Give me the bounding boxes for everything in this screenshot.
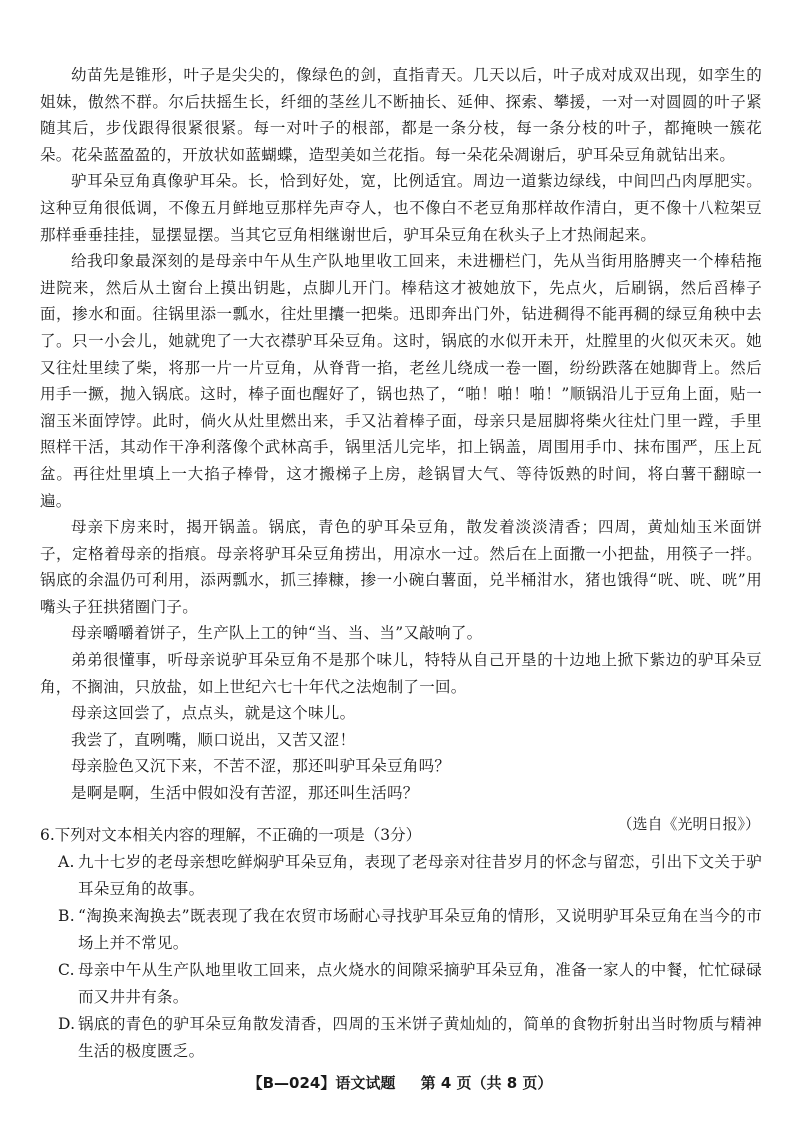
exam-code: 【B—024】语文试题: [247, 1074, 396, 1092]
page-footer: [0, 1072, 800, 1093]
passage-paragraph-3: 给我印象最深刻的是母亲中午从生产队地里收工回来，未进栅栏门，先从当街用胳膊夹一个棒秸拖进院来，然后从土窗台上摸出钥匙，点脚儿开门。棒秸这才被她放下，先点火，后刷锅，然后舀棒子面，掺水和面。往锅里添一瓢水，往灶里攮一把柴。迅即奔出门外，钻进稠得不能再稠的绿豆角秧中去了。只一小会儿，她就兜了一大衣襟驴耳朵豆角。这时，锅底的水似开未开，灶膛里的火似灭未灭。她又往灶里续了柴，将那一片一片豆角，从脊背一掐，老丝儿绕成一卷一圈，纷纷跌落在她脚背上。然后用手一撅，抛入锅底。这时，棒子面也醒好了，锅也热了，“啪！啪！啪！”顺锅沿儿于豆角上面，贴一溜玉米面饽饽。此时，倘火从灶里燃出来，手又沾着棒子面，母亲只是屈脚将柴火往灶门里一蹚，手里照样干活，其动作干净利落像个武林高手，锅里活儿完毕，扣上锅盖，周围用手巾、抹布围严，压上瓦盆。再往灶里填上一大掐子棒骨，这才搬梯子上房，趁锅冒大气、等待饭熟的时间，将白薯干翻晾一遍。: [40, 252, 762, 510]
option-letter: A.: [58, 853, 75, 871]
question-stem: 6.下列对文本相关内容的理解，不正确的一项是（3分）: [40, 826, 422, 844]
option-b: [40, 903, 762, 957]
option-a: [40, 849, 762, 903]
reading-passage: [40, 62, 762, 837]
passage-paragraph-2: 驴耳朵豆角真像驴耳朵。长，恰到好处，宽，比例适宜。周边一道紫边绿线，中间凹凸肉厚肥实。这种豆角很低调，不像五月鲜地豆那样先声夺人，也不像白不老豆角那样故作清白，更不像十八粒架豆那样垂垂挂挂，显摆显摆。当其它豆角相继谢世后，驴耳朵豆角在秋头子上才热闹起来。: [40, 172, 762, 244]
passage-paragraph-4: 母亲下房来时，揭开锅盖。锅底，青色的驴耳朵豆角，散发着淡淡清香；四周，黄灿灿玉米面饼子，定格着母亲的指痕。母亲将驴耳朵豆角捞出，用凉水一过。然后在上面撒一小把盐，用筷子一拌。锅底的余温仍可利用，添两瓢水，抓三捧糠，掺一小碗白薯面，兑半桶泔水，猪也饿得“咣、咣、咣”用嘴头子狂拱猪圈门子。: [40, 518, 762, 616]
passage-source: （选自《光明日报》）: [617, 814, 760, 833]
option-text: 锅底的青色的驴耳朵豆角散发清香，四周的玉米饼子黄灿灿的，简单的食物折射出当时物质与精神生活的极度匮乏。: [78, 1015, 762, 1060]
option-text: 九十七岁的老母亲想吃鲜焖驴耳朵豆角，表现了老母亲对往昔岁月的怀念与留恋，引出下文关于驴耳朵豆角的故事。: [78, 853, 762, 898]
option-text: 母亲中午从生产队地里收工回来，点火烧水的间隙采摘驴耳朵豆角，准备一家人的中餐，忙忙碌碌而又井井有条。: [78, 961, 762, 1006]
passage-paragraph-6: 弟弟很懂事，听母亲说驴耳朵豆角不是那个味儿，特特从自己开垦的十边地上掀下紫边的驴耳朵豆角，不搁油，只放盐，如上世纪六七十年代之法炮制了一回。: [40, 651, 762, 696]
passage-paragraph-10: 是啊是啊，生活中假如没有苦涩，那还叫生活吗？: [71, 784, 419, 803]
page-number: 第 4 页（共 8 页）: [420, 1074, 553, 1092]
option-text: “淘换来淘换去”既表现了我在农贸市场耐心寻找驴耳朵豆角的情形，又说明驴耳朵豆角在当今的市场上并不常见。: [78, 907, 762, 952]
passage-paragraph-7: 母亲这回尝了，点点头，就是这个味儿。: [71, 704, 356, 723]
option-c: [40, 957, 762, 1011]
passage-paragraph-9: 母亲脸色又沉下来，不苦不涩，那还叫驴耳朵豆角吗？: [71, 757, 451, 776]
question-6: [40, 822, 762, 1065]
passage-paragraph-5: 母亲嚼嚼着饼子，生产队上工的钟“当、当、当”又敲响了。: [71, 624, 483, 643]
option-letter: C.: [58, 961, 75, 979]
option-letter: B.: [58, 907, 75, 925]
option-d: [40, 1011, 762, 1065]
option-letter: D.: [58, 1015, 76, 1033]
passage-paragraph-8: 我尝了，直咧嘴，顺口说出，又苦又涩！: [71, 730, 356, 749]
passage-paragraph-1: 幼苗先是锥形，叶子是尖尖的，像绿色的剑，直指青天。几天以后，叶子成对成双出现，如孪生的姐妹，傲然不群。尔后扶摇生长，纤细的茎丝儿不断抽长、延伸、探索、攀援，一对一对圆圆的叶子紧随其后，步伐跟得很紧很紧。每一对叶子的根部，都是一条分枝，每一条分枝的叶子，都掩映一簇花朵。花朵蓝盈盈的，开放状如蓝蝴蝶，造型美如兰花指。每一朵花朵凋谢后，驴耳朵豆角就钻出来。: [40, 66, 762, 164]
